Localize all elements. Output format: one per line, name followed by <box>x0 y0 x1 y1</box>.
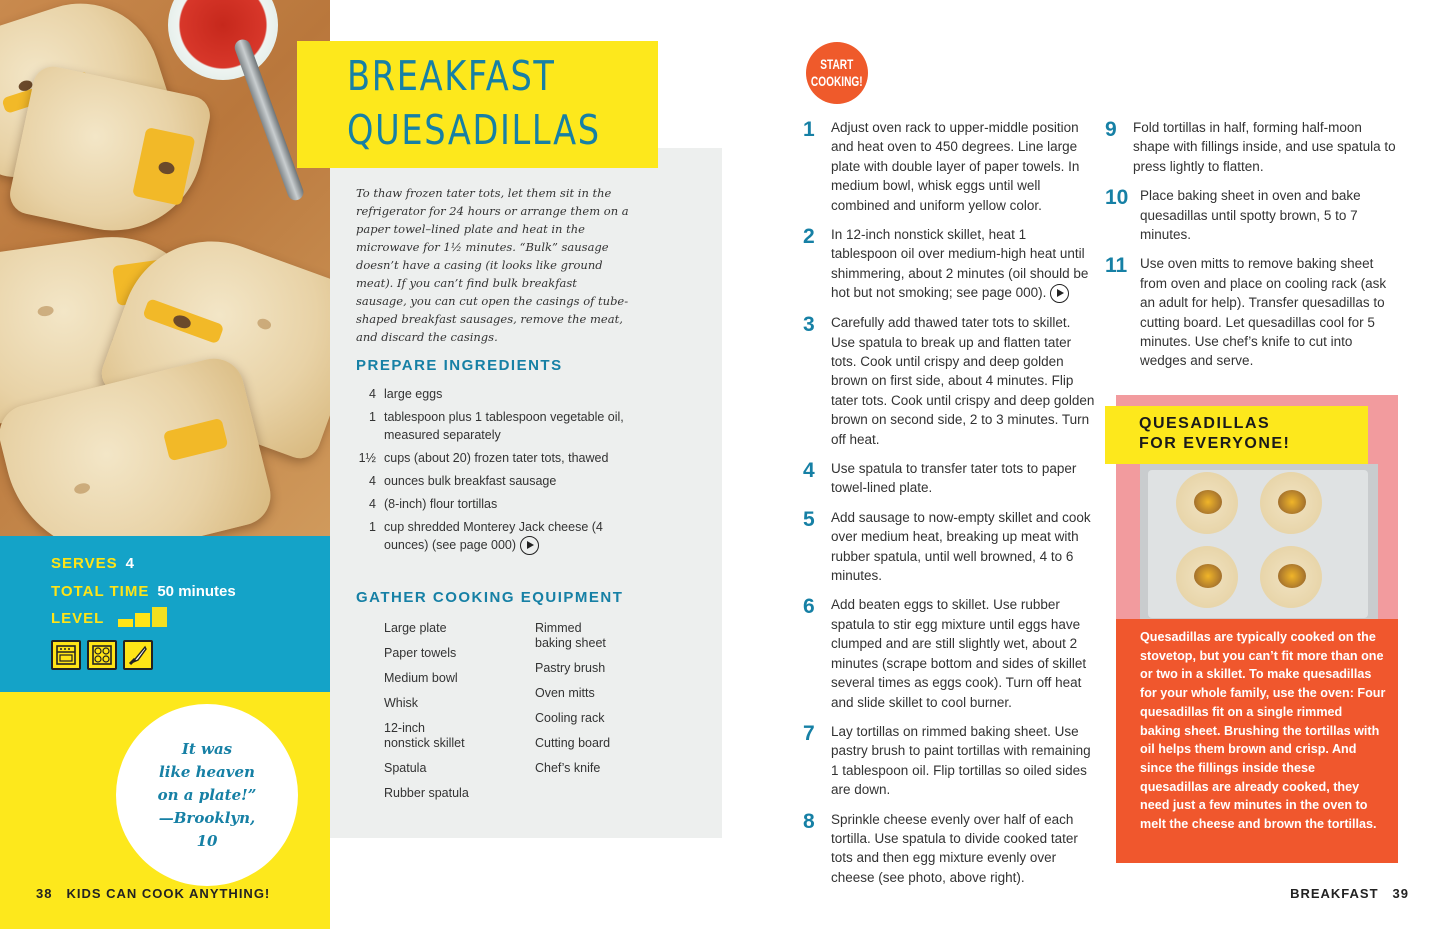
step-item <box>803 313 1095 449</box>
equipment-icons <box>51 640 153 670</box>
step-number: 4 <box>803 459 815 483</box>
ingredient-text: cup shredded Monterey Jack cheese (4 ounces) (see page 000) <box>384 520 603 552</box>
sidebar-heading <box>1105 406 1368 464</box>
ingredient-text-wrap <box>384 408 646 444</box>
salsa-bowl <box>168 0 278 80</box>
step-item <box>1105 186 1400 244</box>
step-text-wrap <box>831 118 1095 215</box>
equipment-item: Oven mitts <box>535 686 595 700</box>
step-item <box>803 118 1095 215</box>
serves-value: 4 <box>125 555 134 572</box>
step-text-wrap <box>1133 118 1400 176</box>
spoon <box>232 37 305 202</box>
equipment-item: Paper towels <box>384 646 457 660</box>
equipment-list-col1 <box>384 621 524 811</box>
ingredient-item <box>356 518 646 555</box>
equipment-item: Large plate <box>384 621 447 635</box>
quote-line: It was <box>181 739 233 758</box>
level-row <box>51 607 167 627</box>
step-item <box>1105 254 1400 370</box>
level-bar-empty <box>152 607 167 627</box>
page-title <box>347 49 602 157</box>
ingredient-item <box>356 472 646 490</box>
total-time-row <box>51 583 236 600</box>
oven-icon <box>51 640 81 670</box>
title-line: BREAKFAST <box>347 52 556 100</box>
hero-photo-quesadillas <box>0 0 330 536</box>
ingredients-heading: PREPARE INGREDIENTS <box>356 357 563 374</box>
ingredient-quantity: 4 <box>369 387 376 401</box>
quesadilla-wedge <box>6 63 213 247</box>
ingredient-text: tablespoon plus 1 tablespoon vegetable oil, measured separately <box>384 410 624 442</box>
sidebar-heading-line: FOR EVERYONE! <box>1139 435 1291 452</box>
step-item <box>803 508 1095 586</box>
level-meter <box>118 607 167 627</box>
left-page-footer <box>36 886 270 901</box>
step-text-wrap <box>831 722 1095 800</box>
step-number: 10 <box>1105 186 1129 210</box>
step-text: Adjust oven rack to upper-middle position and heat oven to 450 degrees. Line large plate with double layer of paper towels. In medium bowl, whisk eggs until well combined and uniform yellow color. <box>831 120 1080 213</box>
step-text-wrap <box>831 313 1095 449</box>
book-title: KIDS CAN COOK ANYTHING! <box>66 886 271 901</box>
equipment-item: Pastry brush <box>535 661 606 675</box>
steps-column-1 <box>803 118 1095 897</box>
step-text-wrap <box>831 810 1095 888</box>
ingredient-text: (8-inch) flour tortillas <box>384 497 498 511</box>
step-item <box>803 595 1095 711</box>
ingredient-text-wrap <box>384 495 646 513</box>
step-number: 6 <box>803 595 815 619</box>
steps-column-2 <box>1105 118 1400 381</box>
step-text: In 12-inch nonstick skillet, heat 1 tablespoon oil over medium-high heat until shimmering, about 2 minutes (oil should be hot but not smoking; see page 000). <box>831 227 1089 301</box>
step-text: Add sausage to now-empty skillet and cook over medium heat, breaking up meat with rubber spatula, until well browned, 4 to 6 minutes. <box>831 509 1091 584</box>
step-text-wrap <box>831 595 1095 711</box>
sidebar-photo-baking-sheet <box>1140 464 1378 619</box>
sidebar-body-text: Quesadillas are typically cooked on the stovetop, but you can’t fit more than one or two in a skillet. To make quesadillas for your whole family, use the oven: Four quesadillas fit on a single rimmed baking sheet. Brushing the tortillas with oil helps them brown and crisp. And since the fillings inside these quesadillas are already cooked, they need just a few minutes in the oven to melt the cheese and brown the tortillas. <box>1116 619 1398 863</box>
step-number: 3 <box>803 313 815 337</box>
badge-line: COOKING! <box>811 73 863 89</box>
ingredient-item <box>356 385 646 403</box>
ingredient-item <box>356 449 646 467</box>
step-text: Lay tortillas on rimmed baking sheet. Use pastry brush to paint tortillas with remaining 1 tablespoon oil. Flip tortillas so oiled sides are down. <box>831 723 1091 798</box>
level-bar-filled <box>135 613 150 627</box>
step-text-wrap <box>831 459 1095 498</box>
level-bar-filled <box>118 619 133 627</box>
step-text-wrap <box>831 508 1095 586</box>
total-time-value: 50 minutes <box>157 583 236 600</box>
step-text-wrap <box>1140 254 1400 370</box>
play-video-icon[interactable] <box>520 536 539 555</box>
equipment-item: Rimmed baking sheet <box>535 621 606 650</box>
ingredient-text-wrap <box>384 385 646 403</box>
ingredient-text-wrap <box>384 518 646 555</box>
ingredient-quantity: 1½ <box>358 451 376 465</box>
equipment-item: Cutting board <box>535 736 611 750</box>
step-text-wrap <box>831 225 1095 303</box>
serves-row <box>51 555 134 572</box>
ingredient-item <box>356 495 646 513</box>
step-item <box>803 810 1095 888</box>
recipe-title-box <box>297 41 658 168</box>
equipment-item: Rubber spatula <box>384 786 469 800</box>
step-item <box>1105 118 1400 176</box>
recipe-intro: To thaw frozen tater tots, let them sit in the refrigerator for 24 hours or arrange them on a paper towel–lined plate and heat in the microwave for 1½ minutes. “Bulk” sausage doesn’t have a casing (it looks like ground meat). If you can’t find bulk breakfast sausage, you can cut open the casings of tube-shaped breakfast sausages, remove the meat, and discard the casings. <box>356 186 629 344</box>
step-item <box>803 722 1095 800</box>
baking-sheet <box>1148 470 1368 618</box>
step-number: 7 <box>803 721 815 745</box>
ingredient-quantity: 4 <box>369 474 376 488</box>
ingredient-quantity: 1 <box>369 410 376 424</box>
step-text: Add beaten eggs to skillet. Use rubber spatula to stir egg mixture until eggs have clumped and are still slightly wet, about 2 minutes (scrape bottom and sides of skillet several times as eggs cook). Turn off heat and slide skillet to cool burner. <box>831 597 1087 710</box>
step-item <box>803 225 1095 303</box>
step-text: Use spatula to transfer tater tots to paper towel-lined plate. <box>831 461 1077 496</box>
step-text-wrap <box>1140 186 1400 244</box>
sidebar-heading-line: QUESADILLAS <box>1139 415 1271 432</box>
step-text: Carefully add thawed tater tots to skillet. Use spatula to break up and flatten tater tots. Cook until crispy and deep golden brown on first side, about 4 minutes. Flip tater tots. Cook until crispy and deep golden brown on second side, 2 to 3 minutes. Turn off heat. <box>831 315 1095 447</box>
badge-line: START <box>820 56 854 72</box>
quote-author: —Brooklyn, 10 <box>158 808 256 850</box>
step-number: 5 <box>803 507 815 531</box>
equipment-item: Chef’s knife <box>535 761 601 775</box>
step-number: 1 <box>803 118 815 141</box>
page-number: 38 <box>36 886 53 901</box>
quote-line: on a plate!” <box>157 785 257 804</box>
serves-label: SERVES <box>51 555 118 572</box>
step-text: Sprinkle cheese evenly over half of each tortilla. Use spatula to divide cooked tater tots and then egg mixture evenly over cheese (see photo, above right). <box>831 811 1078 885</box>
equipment-item: Cooling rack <box>535 711 605 725</box>
equipment-item: Medium bowl <box>384 671 458 685</box>
equipment-heading: GATHER COOKING EQUIPMENT <box>356 589 624 606</box>
equipment-item: 12-inch nonstick skillet <box>384 721 465 750</box>
start-cooking-badge <box>806 42 868 104</box>
ingredient-text-wrap <box>384 472 646 490</box>
ingredient-quantity: 1 <box>369 520 376 534</box>
step-text: Use oven mitts to remove baking sheet from oven and place on cooling rack (ask an adult for help). Transfer quesadillas to cutting board. Let quesadillas cool for 5 minutes. Use chef’s knife to cut into wedges and serve. <box>1140 256 1387 369</box>
equipment-item: Spatula <box>384 761 427 775</box>
step-item <box>803 459 1095 498</box>
page-number: 39 <box>1392 886 1409 901</box>
ingredient-text: ounces bulk breakfast sausage <box>384 474 557 488</box>
ingredient-item <box>356 408 646 444</box>
equipment-item: Whisk <box>384 696 419 710</box>
quote-line: like heaven <box>159 762 255 781</box>
step-number: 9 <box>1105 118 1117 141</box>
right-page-footer <box>1290 886 1409 901</box>
step-number: 2 <box>803 225 815 249</box>
stovetop-icon <box>87 640 117 670</box>
equipment-list-col2 <box>535 621 685 786</box>
ingredient-text-wrap <box>384 449 646 467</box>
section-title: BREAKFAST <box>1290 886 1379 901</box>
level-label: LEVEL <box>51 610 105 627</box>
testimonial-quote <box>116 704 298 886</box>
title-line: QUESADILLAS <box>347 106 601 154</box>
total-time-label: TOTAL TIME <box>51 583 150 600</box>
step-number: 8 <box>803 809 815 833</box>
ingredient-text: cups (about 20) frozen tater tots, thawed <box>384 451 609 465</box>
step-text: Place baking sheet in oven and bake quesadillas until spotty brown, 5 to 7 minutes. <box>1140 188 1361 243</box>
ingredient-quantity: 4 <box>369 497 376 511</box>
step-number: 11 <box>1105 254 1128 278</box>
knife-icon <box>123 640 153 670</box>
step-text: Fold tortillas in half, forming half-moon shape with fillings inside, and use spatula to press lightly to flatten. <box>1133 120 1396 174</box>
ingredient-text: large eggs <box>384 387 443 401</box>
play-video-icon[interactable] <box>1050 284 1069 303</box>
ingredients-list <box>356 385 646 560</box>
recipe-info-panel <box>0 536 330 692</box>
